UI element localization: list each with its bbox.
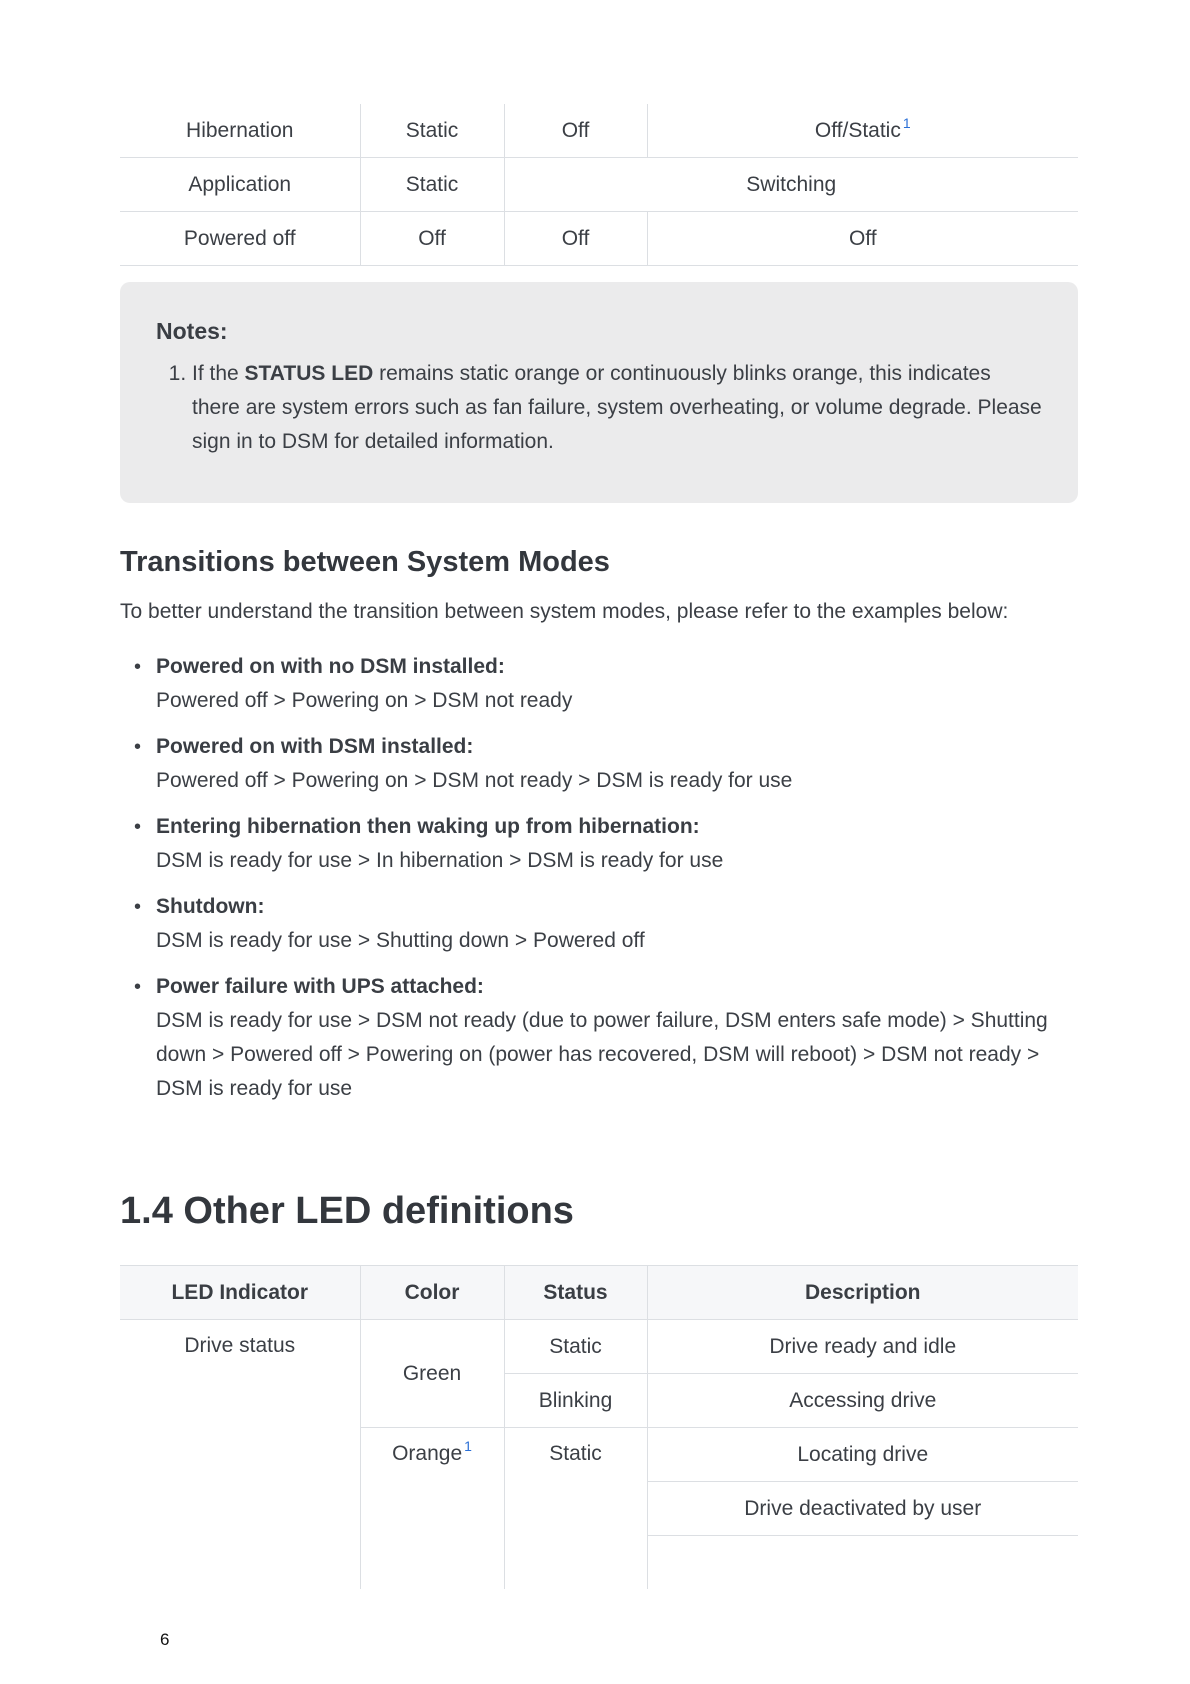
list-item-text: DSM is ready for use > In hibernation > DSM is ready for use <box>156 849 724 872</box>
section-heading: Transitions between System Modes <box>120 546 610 578</box>
table-cell: Switching <box>504 158 1078 212</box>
bullet-icon: • <box>134 736 142 758</box>
table-cell: Off <box>504 212 647 266</box>
table-row <box>120 158 1078 212</box>
table-cell: Off <box>360 212 504 266</box>
table-cell: Static <box>360 104 504 158</box>
list-item-label: Powered on with DSM installed: <box>156 735 474 758</box>
list-item <box>134 650 1078 718</box>
note-bold-term: STATUS LED <box>244 362 374 385</box>
table-cell: Hibernation <box>120 104 360 158</box>
table-header-row <box>120 1266 1078 1320</box>
table-cell <box>647 104 1078 158</box>
table-cell: Static <box>360 158 504 212</box>
list-item-text: DSM is ready for use > DSM not ready (due to power failure, DSM enters safe mode) > Shutting down > Powered off > Powering on (power has recovered, DSM will reboot) > DSM not ready > DSM is ready for use <box>156 1009 1048 1100</box>
table-cell: Application <box>120 158 360 212</box>
table-cell: Static <box>504 1428 647 1590</box>
table-row <box>120 104 1078 158</box>
chapter-heading: 1.4 Other LED definitions <box>120 1190 574 1232</box>
table-row <box>120 212 1078 266</box>
list-item-text: DSM is ready for use > Shutting down > Powered off <box>156 929 645 952</box>
column-header: Color <box>360 1266 504 1320</box>
list-item <box>134 890 1078 958</box>
notes-list <box>156 357 1042 459</box>
table-cell: Drive ready and idle <box>647 1320 1078 1374</box>
list-item-label: Entering hibernation then waking up from hibernation: <box>156 815 700 838</box>
footnote-ref-link[interactable]: 1 <box>902 114 911 131</box>
note-item <box>192 357 1042 459</box>
table-cell: Drive deactivated by user <box>647 1482 1078 1536</box>
system-mode-led-table <box>120 104 1078 266</box>
notes-title: Notes: <box>156 318 228 344</box>
bullet-icon: • <box>134 656 142 678</box>
table-row <box>120 1320 1078 1374</box>
table-cell: Green <box>360 1320 504 1428</box>
table-cell: Drive status <box>184 1334 296 1357</box>
list-item-label: Powered on with no DSM installed: <box>156 655 505 678</box>
table-cell: Powered off <box>120 212 360 266</box>
column-header: Description <box>647 1266 1078 1320</box>
notes-box <box>120 282 1078 503</box>
column-header: LED Indicator <box>120 1266 360 1320</box>
table-cell: Off <box>504 104 647 158</box>
list-item <box>134 730 1078 798</box>
bullet-icon: • <box>134 976 142 998</box>
note-text-prefix: If the <box>192 362 245 385</box>
list-item-text: Powered off > Powering on > DSM not ready > DSM is ready for use <box>156 769 793 792</box>
footnote-ref-link[interactable]: 1 <box>464 1438 472 1454</box>
list-item-label: Power failure with UPS attached: <box>156 975 484 998</box>
table-cell: Locating drive <box>647 1428 1078 1482</box>
list-item <box>134 970 1078 1106</box>
page-number: 6 <box>160 1630 170 1649</box>
table-cell <box>360 1428 504 1590</box>
list-item-label: Shutdown: <box>156 895 265 918</box>
section-intro: To better understand the transition between system modes, please refer to the examples below: <box>120 600 1009 623</box>
cell-text: Off/Static <box>814 118 901 142</box>
bullet-icon: • <box>134 816 142 838</box>
list-item-text: Powered off > Powering on > DSM not ready <box>156 689 573 712</box>
cell-text: Orange <box>392 1442 463 1465</box>
table-cell: Blinking <box>504 1374 647 1428</box>
bullet-icon: • <box>134 896 142 918</box>
table-cell: Static <box>504 1320 647 1374</box>
note-text: remains static orange or continuously blinks orange, this indicates there are system errors such as fan failure, system overheating, or volume degrade. Please sign in to DSM for detailed information. <box>192 362 1042 453</box>
led-definitions-table <box>120 1265 1078 1589</box>
column-header: Status <box>504 1266 647 1320</box>
table-cell-empty <box>647 1536 1078 1590</box>
list-item <box>134 810 1078 878</box>
table-cell: Accessing drive <box>647 1374 1078 1428</box>
table-cell: Off <box>647 212 1078 266</box>
transitions-list <box>120 650 1078 1118</box>
